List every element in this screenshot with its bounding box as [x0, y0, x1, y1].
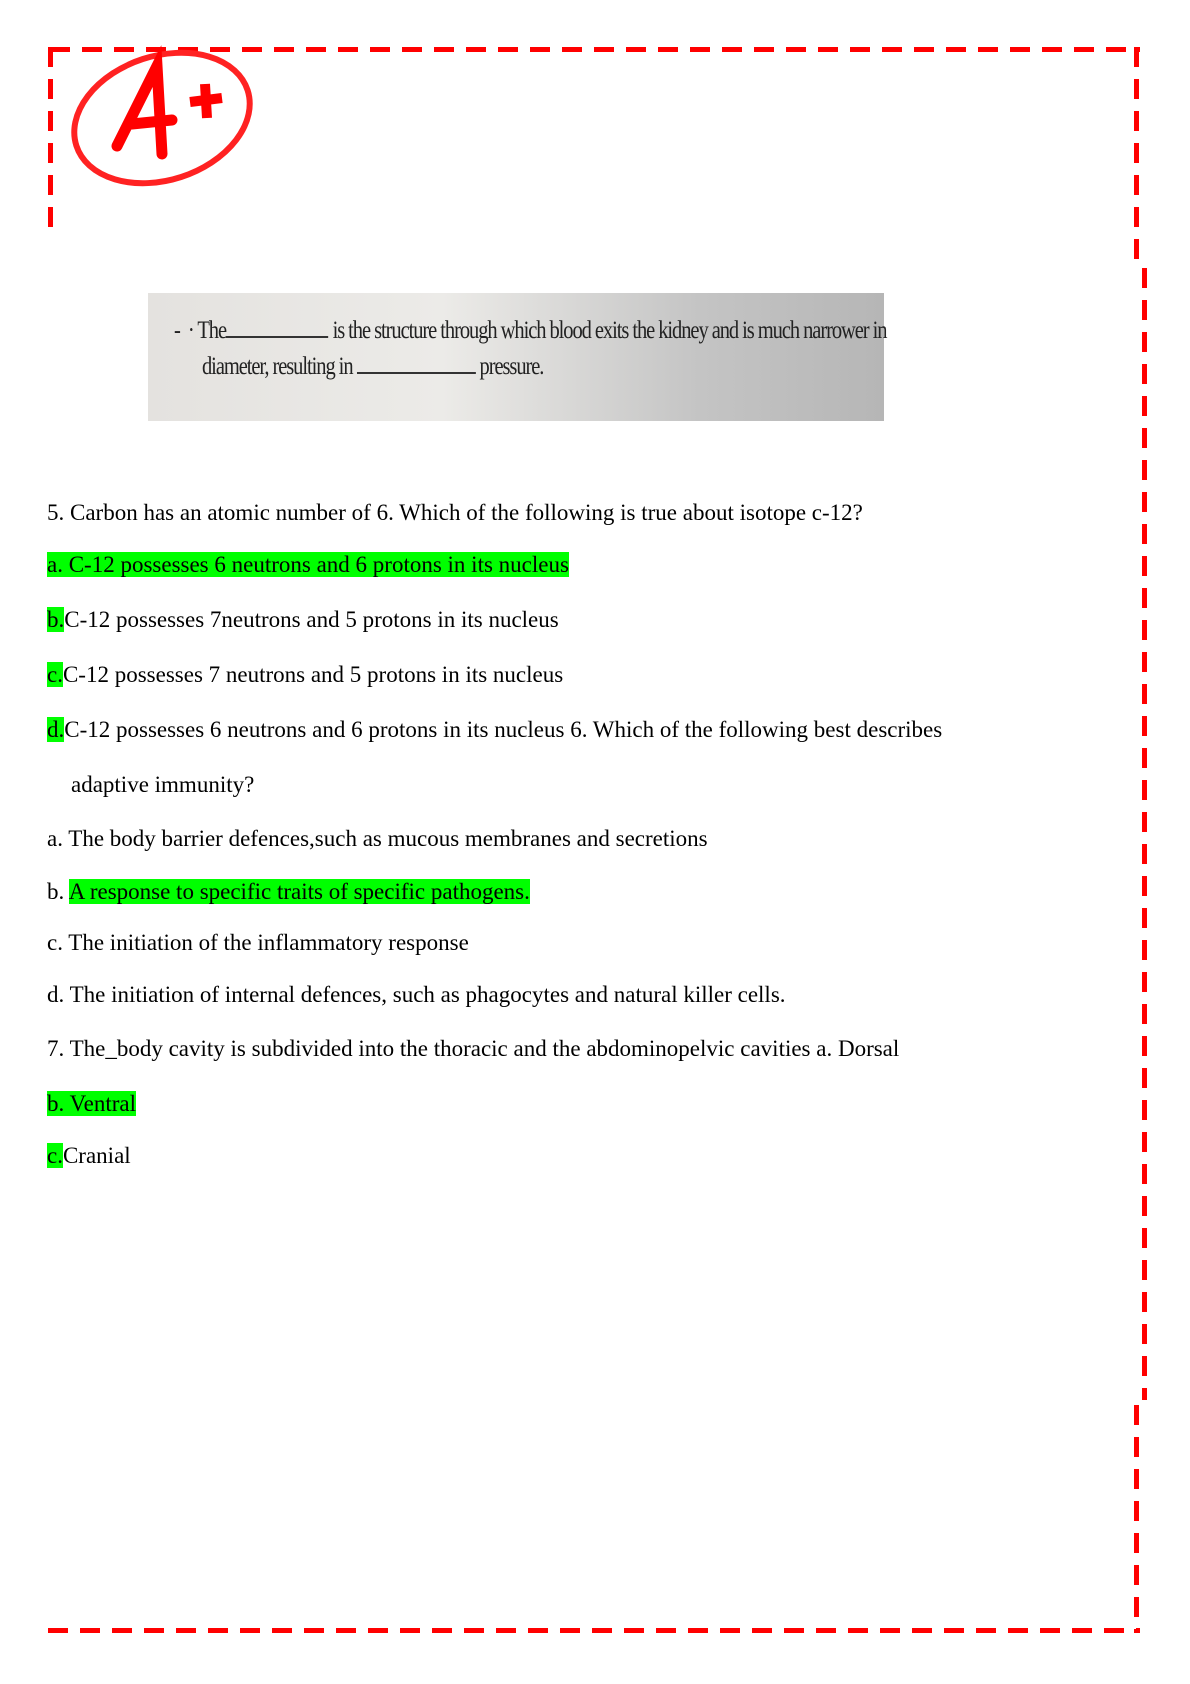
- q5-option-b: [47, 605, 559, 634]
- option-letter: c.: [47, 662, 63, 687]
- clip-line-2: [202, 353, 543, 381]
- option-text: C-12 possesses 7 neutrons and 5 protons in its nucleus: [62, 662, 564, 687]
- border-right-lower: [1134, 1405, 1139, 1633]
- border-right-middle: [1142, 268, 1147, 1400]
- q6-option-a: a. The body barrier defences,such as mucous membranes and secretions: [47, 826, 708, 851]
- q6-option-c: c. The initiation of the inflammatory response: [47, 930, 469, 955]
- q6-option-b: [47, 877, 530, 906]
- clip-text: · The: [187, 317, 227, 344]
- clip-bullet: -: [174, 317, 180, 344]
- q5-option-d: [47, 715, 942, 744]
- q7-option-c: [47, 1141, 131, 1170]
- border-bottom: [48, 1628, 1140, 1633]
- grade-stamp-icon: [62, 36, 262, 196]
- answer-highlighted: a. C-12 possesses 6 neutrons and 6 protons in its nucleus: [47, 552, 569, 577]
- blank-1: [226, 336, 328, 338]
- border-left: [48, 47, 53, 233]
- question-image: [148, 293, 887, 421]
- q6-option-d: d. The initiation of internal defences, such as phagocytes and natural killer cells.: [47, 982, 786, 1007]
- option-text: Cranial: [62, 1143, 131, 1168]
- clip-line-1: [174, 317, 886, 345]
- option-letter: b.: [47, 879, 65, 904]
- option-text: C-12 possesses 7neutrons and 5 protons in its nucleus: [64, 607, 559, 632]
- answer-highlighted: A response to specific traits of specific pathogens.: [68, 879, 530, 904]
- answer-highlighted: b. Ventral: [47, 1091, 137, 1116]
- clip-text: diameter, resulting in: [202, 353, 353, 380]
- border-right-upper: [1134, 47, 1139, 262]
- option-letter: d.: [47, 717, 65, 742]
- option-text: C-12 possesses 6 neutrons and 6 protons in its nucleus 6. Which of the following best describes: [64, 717, 943, 742]
- q7-option-b: [47, 1089, 136, 1118]
- question-7-stem: 7. The_body cavity is subdivided into the thoracic and the abdominopelvic cavities a. Dorsal: [47, 1036, 900, 1061]
- question-5-stem: 5. Carbon has an atomic number of 6. Which of the following is true about isotope c-12?: [47, 500, 863, 525]
- option-letter: b.: [47, 607, 65, 632]
- option-letter: c.: [47, 1143, 63, 1168]
- question-6-stem-cont: adaptive immunity?: [71, 772, 255, 797]
- q5-option-a: [47, 550, 569, 579]
- q5-option-c: [47, 660, 563, 689]
- clip-text: pressure.: [479, 353, 544, 380]
- clip-text: is the structure through which blood exits the kidney and is much narrower in: [332, 317, 887, 344]
- blank-2: [357, 372, 476, 374]
